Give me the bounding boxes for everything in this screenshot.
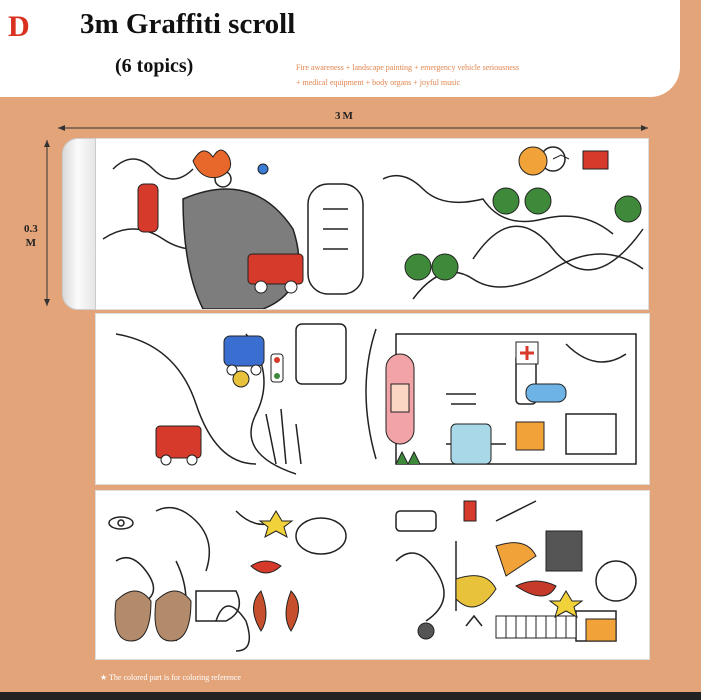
heart-icon bbox=[464, 501, 476, 521]
gray-road-shape bbox=[183, 189, 299, 309]
thermometer-gun-icon bbox=[516, 422, 544, 450]
tree-icon bbox=[525, 188, 551, 214]
saxophone-icon bbox=[456, 576, 496, 607]
goggles-icon bbox=[526, 384, 566, 402]
kidney-icon bbox=[286, 591, 299, 631]
vehicles-medical-illustration bbox=[96, 314, 649, 484]
topic-description-line-2: + medical equipment + body organs + joyful music bbox=[296, 78, 461, 87]
length-label: 3M bbox=[335, 110, 355, 122]
lungs-icon bbox=[155, 591, 191, 641]
fire-landscape-illustration bbox=[83, 139, 648, 309]
topic-description-line-1: Fire awareness + landscape painting + emergency vehicle seriousness bbox=[296, 63, 520, 72]
flame-icon bbox=[193, 150, 231, 178]
wheel-icon bbox=[233, 371, 249, 387]
fire-truck-icon bbox=[248, 254, 303, 284]
scroll-panel-organs-music bbox=[95, 490, 650, 660]
coloring-footnote: ★ The colored part is for coloring reference bbox=[100, 673, 241, 682]
star-icon bbox=[260, 511, 292, 537]
water-drop-icon bbox=[258, 164, 268, 174]
trumpet-icon bbox=[496, 543, 536, 576]
star-icon bbox=[550, 591, 582, 617]
product-title: 3m Graffiti scroll bbox=[80, 8, 296, 40]
lips-icon bbox=[251, 561, 281, 573]
accordion-icon bbox=[546, 531, 582, 571]
radio-icon bbox=[586, 619, 616, 641]
organs-music-illustration bbox=[96, 491, 649, 659]
arrow-up-icon bbox=[44, 140, 50, 147]
height-value: 0.3 bbox=[24, 223, 38, 235]
tree-icon bbox=[405, 254, 431, 280]
fire-truck-icon bbox=[156, 426, 201, 458]
sun-icon bbox=[519, 147, 547, 175]
lungs-icon bbox=[115, 591, 151, 641]
tree-icon bbox=[493, 188, 519, 214]
height-label bbox=[24, 222, 38, 250]
red-building-icon bbox=[583, 151, 608, 169]
paper-roll bbox=[62, 138, 96, 310]
scroll-panel-vehicles-medical bbox=[95, 313, 650, 485]
microphone-icon bbox=[418, 623, 434, 639]
medical-device-icon bbox=[451, 424, 491, 464]
tree-icon bbox=[432, 254, 458, 280]
variant-letter: D bbox=[8, 10, 30, 43]
arrow-down-icon bbox=[44, 299, 50, 306]
guitar-icon bbox=[516, 581, 556, 596]
arrow-right-icon bbox=[641, 125, 648, 131]
tree-icon bbox=[615, 196, 641, 222]
scroll-panel-fire-landscape bbox=[82, 138, 649, 310]
kidney-icon bbox=[254, 591, 267, 631]
product-subtitle: (6 topics) bbox=[115, 55, 194, 77]
height-unit: M bbox=[25, 237, 37, 249]
arrow-left-icon bbox=[58, 125, 65, 131]
bottom-strip bbox=[0, 692, 701, 700]
grass-icon bbox=[396, 452, 420, 464]
police-car-icon bbox=[224, 336, 264, 366]
fire-extinguisher-icon bbox=[138, 184, 158, 232]
